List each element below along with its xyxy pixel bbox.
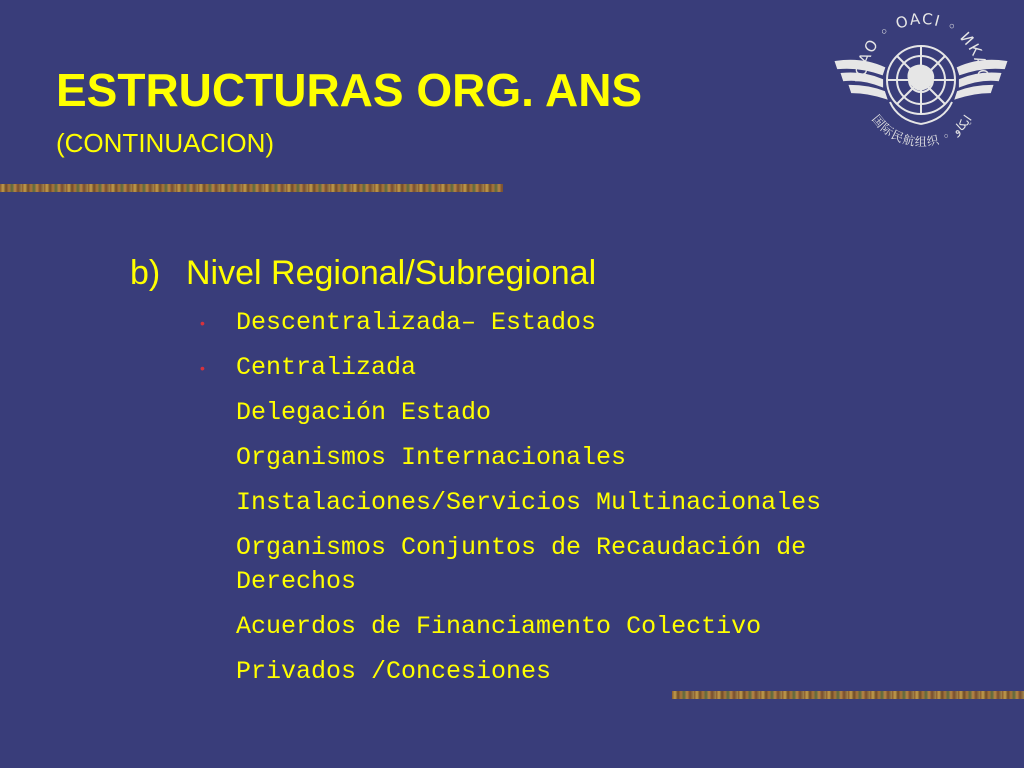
icao-emblem-icon: [832, 2, 1010, 162]
decorative-band-top: [0, 184, 503, 192]
decorative-band-bottom: [672, 691, 1024, 699]
list-item: [236, 396, 876, 430]
list-item: [236, 441, 876, 475]
logo-text-top: ICAO ◦ OACI ◦ ИКАО: [851, 9, 993, 84]
content-list: [200, 306, 876, 700]
list-item: [200, 306, 876, 340]
section-heading-text: Nivel Regional/Subregional: [186, 254, 597, 292]
list-item: [236, 531, 876, 599]
list-item-text: Organismos Conjuntos de Recaudación de Derechos: [236, 533, 807, 596]
slide-subtitle: (CONTINUACION): [56, 128, 275, 158]
list-item-text: Delegación Estado: [236, 398, 492, 427]
list-item: [236, 610, 876, 644]
list-item-text: Organismos Internacionales: [236, 443, 627, 472]
list-item: [200, 351, 876, 385]
logo-text-bottom: 国际民航组织 ◦ ايكاو: [869, 112, 975, 150]
list-item-text: Instalaciones/Servicios Multinacionales: [236, 488, 822, 517]
svg-text:国际民航组织 ◦ ايكاو: [869, 112, 974, 149]
section-marker: b): [130, 254, 161, 292]
list-item-text: Acuerdos de Financiamento Colectivo: [236, 612, 762, 641]
list-item-text: Privados /Concesiones: [236, 657, 552, 686]
list-item-text: Descentralizada– Estados: [236, 308, 597, 337]
bullet-icon: •: [200, 360, 205, 376]
list-item: [236, 486, 876, 520]
slide-title: ESTRUCTURAS ORG. ANS: [56, 64, 643, 116]
list-item: [236, 655, 876, 689]
section-heading: [130, 252, 596, 294]
list-item-text: Centralizada: [236, 353, 417, 382]
bullet-icon: •: [200, 315, 205, 331]
